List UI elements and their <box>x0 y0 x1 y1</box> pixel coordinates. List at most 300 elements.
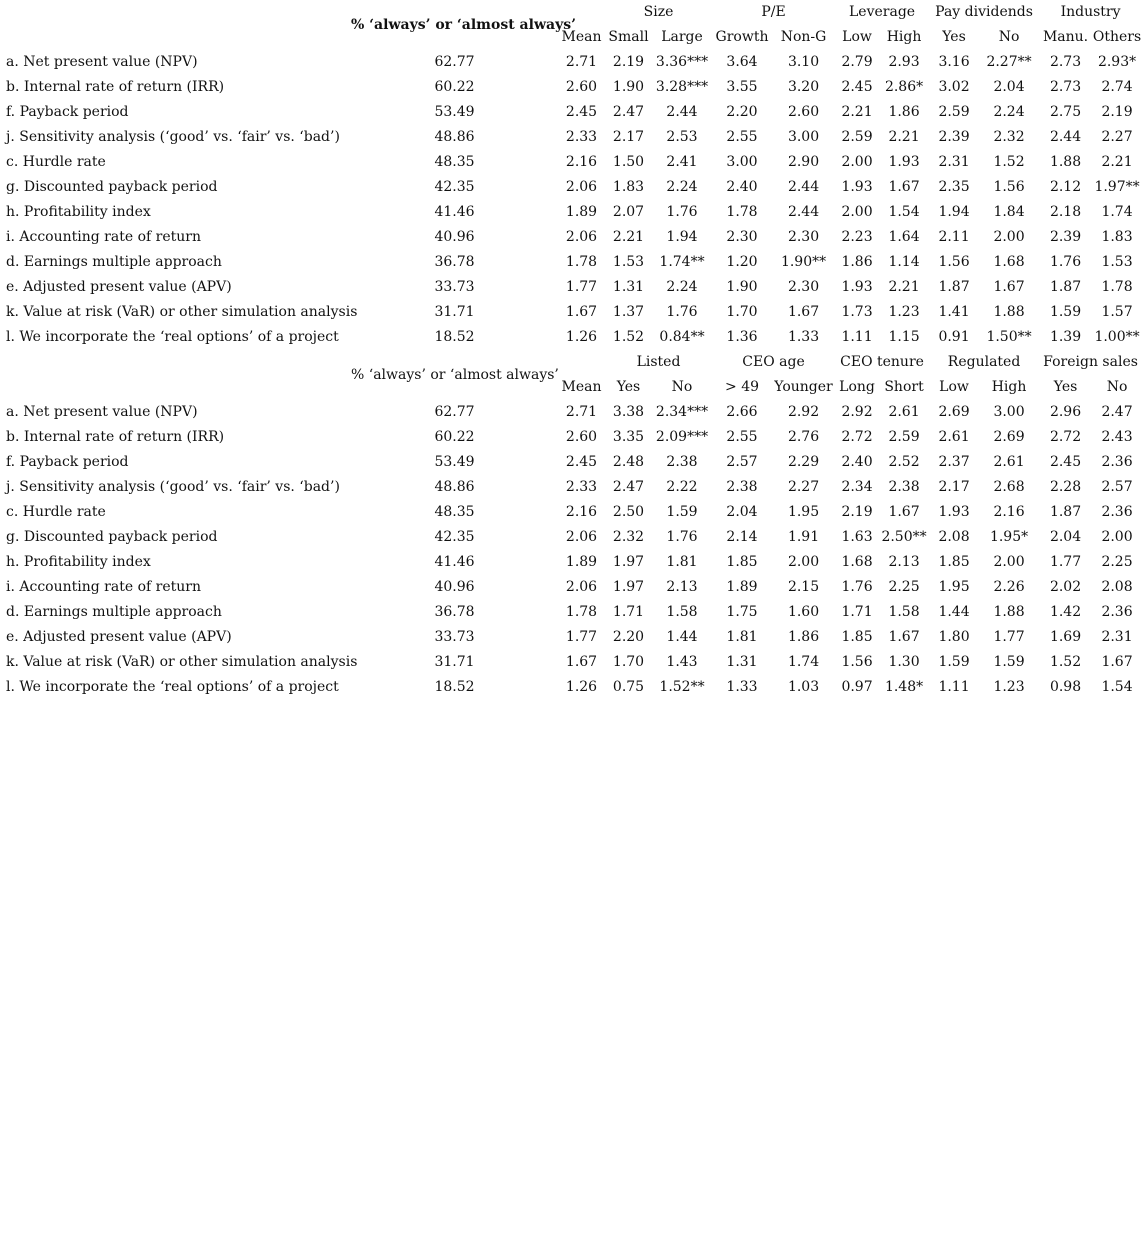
pct-cell: 48.86 <box>434 129 475 145</box>
panel1-body <box>6 50 1142 350</box>
value-cell: 1.83 <box>1101 229 1133 245</box>
value-cell: 2.61 <box>888 404 920 420</box>
mean-cell: 2.06 <box>565 229 598 245</box>
value-cell: 1.59 <box>1049 304 1082 320</box>
sub-header: No <box>671 379 693 395</box>
panel1-header <box>6 0 1142 50</box>
value-cell: 1.53 <box>612 254 645 270</box>
value-cell: 1.41 <box>938 304 970 320</box>
value-cell: 2.17 <box>612 129 645 145</box>
value-cell: 3.64 <box>726 54 758 70</box>
row-label: b. Internal rate of return (IRR) <box>6 79 225 95</box>
value-cell: 3.35 <box>612 429 645 445</box>
value-cell: 1.85 <box>841 629 873 645</box>
value-cell: 2.15 <box>787 579 820 595</box>
group-header: P/E <box>761 4 786 20</box>
table-row <box>6 650 1142 675</box>
value-cell: 3.55 <box>726 79 758 95</box>
group-header: Size <box>643 4 674 20</box>
table-row <box>6 450 1142 475</box>
value-cell: 2.53 <box>666 129 698 145</box>
table-row <box>6 425 1142 450</box>
value-cell: 1.52 <box>993 154 1025 170</box>
value-cell: 1.77 <box>993 629 1025 645</box>
pct-cell: 48.35 <box>434 154 475 170</box>
value-cell: 1.42 <box>1049 604 1082 620</box>
mean-cell: 2.71 <box>565 404 598 420</box>
value-cell: 1.70 <box>612 654 645 670</box>
mean-cell: 2.16 <box>565 504 598 520</box>
table-row <box>6 300 1142 325</box>
pct-cell: 36.78 <box>434 604 475 620</box>
value-cell: 1.30 <box>888 654 920 670</box>
mean-cell: 2.33 <box>565 129 598 145</box>
sub-header: > 49 <box>725 379 760 395</box>
value-cell: 2.00 <box>1101 529 1133 545</box>
value-cell: 1.52 <box>612 329 645 345</box>
value-cell: 2.73 <box>1049 79 1082 95</box>
value-cell: 2.75 <box>1049 104 1082 120</box>
value-cell: 1.67 <box>888 629 920 645</box>
value-cell: 1.88 <box>993 604 1025 620</box>
mean-cell: 2.06 <box>565 579 598 595</box>
value-cell: 1.91 <box>787 529 820 545</box>
value-cell: 2.07 <box>612 204 645 220</box>
value-cell: 1.71 <box>612 604 645 620</box>
pct-cell: 33.73 <box>434 279 475 295</box>
row-label: l. We incorporate the ‘real options’ of a project <box>6 329 339 345</box>
value-cell: 1.74** <box>659 254 705 270</box>
value-cell: 3.36*** <box>655 54 709 70</box>
value-cell: 2.45 <box>1049 454 1082 470</box>
table-row <box>6 575 1142 600</box>
pct-cell: 48.86 <box>434 479 475 495</box>
value-cell: 1.59 <box>938 654 970 670</box>
value-cell: 3.10 <box>787 54 820 70</box>
row-label: a. Net present value (NPV) <box>6 404 198 420</box>
value-cell: 2.19 <box>1101 104 1133 120</box>
row-label: f. Payback period <box>6 104 129 120</box>
sub-header: Yes <box>1053 379 1078 395</box>
row-label: k. Value at risk (VaR) or other simulation analysis <box>6 304 358 320</box>
mean-cell: 2.45 <box>565 104 598 120</box>
value-cell: 1.77 <box>1049 554 1082 570</box>
mean-cell: 2.06 <box>565 179 598 195</box>
pct-cell: 31.71 <box>434 654 475 670</box>
value-cell: 1.90 <box>612 79 645 95</box>
value-cell: 1.71 <box>841 604 873 620</box>
value-cell: 2.59 <box>938 104 970 120</box>
pct-header: % ‘always’ or ‘almost always’ <box>351 366 559 383</box>
value-cell: 2.93 <box>888 54 920 70</box>
row-label: i. Accounting rate of return <box>6 579 201 595</box>
value-cell: 1.57 <box>1101 304 1133 320</box>
empty-cell <box>558 350 605 375</box>
value-cell: 2.27 <box>1101 129 1133 145</box>
value-cell: 1.93 <box>938 504 970 520</box>
value-cell: 1.97** <box>1094 179 1140 195</box>
value-cell: 1.88 <box>1049 154 1082 170</box>
sub-header: No <box>998 29 1020 45</box>
value-cell: 2.00 <box>993 554 1025 570</box>
value-cell: 1.87 <box>938 279 970 295</box>
value-cell: 2.27 <box>787 479 820 495</box>
value-cell: 1.81 <box>666 554 698 570</box>
value-cell: 2.47 <box>612 479 645 495</box>
value-cell: 2.76 <box>787 429 820 445</box>
value-cell: 1.52 <box>1049 654 1082 670</box>
empty-cell <box>6 350 351 375</box>
row-label: e. Adjusted present value (APV) <box>6 279 232 295</box>
value-cell: 1.31 <box>612 279 645 295</box>
sub-header: High <box>886 29 922 45</box>
pct-cell: 40.96 <box>434 229 475 245</box>
pct-cell: 36.78 <box>434 254 475 270</box>
value-cell: 2.92 <box>841 404 873 420</box>
value-cell: 2.23 <box>841 229 873 245</box>
table-row <box>6 150 1142 175</box>
row-label: j. Sensitivity analysis (‘good’ vs. ‘fair’ vs. ‘bad’) <box>6 129 340 145</box>
value-cell: 1.67 <box>993 279 1025 295</box>
row-label: b. Internal rate of return (IRR) <box>6 429 225 445</box>
value-cell: 2.55 <box>726 429 758 445</box>
value-cell: 2.38 <box>666 454 698 470</box>
value-cell: 1.93 <box>841 179 873 195</box>
value-cell: 3.00 <box>726 154 758 170</box>
value-cell: 2.48 <box>612 454 645 470</box>
row-label: c. Hurdle rate <box>6 504 106 520</box>
mean-cell: 2.16 <box>565 154 598 170</box>
pct-cell: 53.49 <box>434 454 475 470</box>
pct-cell: 62.77 <box>434 404 475 420</box>
value-cell: 2.12 <box>1049 179 1082 195</box>
sub-header: Long <box>839 379 875 395</box>
mean-cell: 2.33 <box>565 479 598 495</box>
value-cell: 2.55 <box>726 129 758 145</box>
value-cell: 1.56 <box>938 254 970 270</box>
row-label: l. We incorporate the ‘real options’ of a project <box>6 679 339 695</box>
value-cell: 2.79 <box>841 54 873 70</box>
value-cell: 2.34*** <box>655 404 709 420</box>
value-cell: 2.25 <box>888 579 920 595</box>
pct-cell: 42.35 <box>434 529 475 545</box>
value-cell: 1.67 <box>1101 654 1133 670</box>
value-cell: 1.87 <box>1049 279 1082 295</box>
value-cell: 1.78 <box>1101 279 1133 295</box>
pct-cell: 62.77 <box>434 54 475 70</box>
value-cell: 2.21 <box>612 229 645 245</box>
capital-budgeting-table <box>6 0 1142 700</box>
value-cell: 2.11 <box>938 229 970 245</box>
value-cell: 1.67 <box>888 504 920 520</box>
value-cell: 1.54 <box>1101 679 1133 695</box>
value-cell: 1.37 <box>612 304 645 320</box>
row-label: c. Hurdle rate <box>6 154 106 170</box>
table-row <box>6 100 1142 125</box>
value-cell: 2.69 <box>993 429 1025 445</box>
value-cell: 1.74 <box>1101 204 1133 220</box>
value-cell: 2.47 <box>1101 404 1133 420</box>
value-cell: 2.59 <box>888 429 920 445</box>
value-cell: 2.02 <box>1049 579 1082 595</box>
value-cell: 2.41 <box>666 154 698 170</box>
value-cell: 1.52** <box>659 679 705 695</box>
value-cell: 2.04 <box>1049 529 1082 545</box>
value-cell: 1.68 <box>841 554 873 570</box>
value-cell: 1.56 <box>841 654 873 670</box>
value-cell: 3.20 <box>787 79 820 95</box>
pct-cell: 48.35 <box>434 504 475 520</box>
value-cell: 2.08 <box>1101 579 1133 595</box>
mean-cell: 1.67 <box>565 304 598 320</box>
value-cell: 2.04 <box>726 504 758 520</box>
value-cell: 2.29 <box>787 454 820 470</box>
value-cell: 1.23 <box>993 679 1025 695</box>
panel1-group-header-row <box>6 0 1142 25</box>
value-cell: 1.90 <box>726 279 758 295</box>
value-cell: 1.54 <box>888 204 920 220</box>
table-row <box>6 175 1142 200</box>
value-cell: 1.94 <box>666 229 698 245</box>
value-cell: 2.30 <box>726 229 758 245</box>
value-cell: 2.93* <box>1097 54 1137 70</box>
sub-header: Growth <box>715 29 769 45</box>
value-cell: 2.73 <box>1049 54 1082 70</box>
mean-cell: 2.06 <box>565 529 598 545</box>
value-cell: 3.02 <box>938 79 970 95</box>
table-row <box>6 200 1142 225</box>
value-cell: 1.69 <box>1049 629 1082 645</box>
value-cell: 3.28*** <box>655 79 709 95</box>
value-cell: 1.93 <box>841 279 873 295</box>
value-cell: 2.39 <box>938 129 970 145</box>
value-cell: 1.23 <box>888 304 920 320</box>
value-cell: 2.38 <box>888 479 920 495</box>
value-cell: 1.97 <box>612 579 645 595</box>
value-cell: 2.92 <box>787 404 820 420</box>
value-cell: 2.31 <box>1101 629 1133 645</box>
value-cell: 1.88 <box>993 304 1025 320</box>
sub-header: Low <box>842 29 872 45</box>
value-cell: 1.81 <box>726 629 758 645</box>
mean-cell: 1.78 <box>565 604 598 620</box>
sub-header: High <box>991 379 1027 395</box>
table-row <box>6 475 1142 500</box>
mean-cell: 1.77 <box>565 629 598 645</box>
value-cell: 2.00 <box>841 204 873 220</box>
value-cell: 1.78 <box>726 204 758 220</box>
value-cell: 1.76 <box>1049 254 1082 270</box>
value-cell: 2.36 <box>1101 454 1133 470</box>
value-cell: 2.25 <box>1101 554 1133 570</box>
value-cell: 2.24 <box>666 279 698 295</box>
value-cell: 2.27** <box>986 54 1032 70</box>
empty-cell <box>6 0 351 25</box>
value-cell: 2.21 <box>841 104 873 120</box>
value-cell: 2.31 <box>938 154 970 170</box>
mean-cell: 2.45 <box>565 454 598 470</box>
row-label: j. Sensitivity analysis (‘good’ vs. ‘fair’ vs. ‘bad’) <box>6 479 340 495</box>
value-cell: 2.45 <box>841 79 873 95</box>
value-cell: 1.67 <box>787 304 820 320</box>
value-cell: 2.21 <box>1101 154 1133 170</box>
value-cell: 2.24 <box>666 179 698 195</box>
value-cell: 1.44 <box>666 629 698 645</box>
value-cell: 1.73 <box>841 304 873 320</box>
value-cell: 2.32 <box>612 529 645 545</box>
table-row <box>6 525 1142 550</box>
value-cell: 2.40 <box>726 179 758 195</box>
value-cell: 2.13 <box>888 554 920 570</box>
pct-cell: 31.71 <box>434 304 475 320</box>
value-cell: 2.60 <box>787 104 820 120</box>
table-row <box>6 600 1142 625</box>
value-cell: 1.50** <box>986 329 1032 345</box>
value-cell: 2.13 <box>666 579 698 595</box>
value-cell: 1.11 <box>841 329 873 345</box>
sub-header: Yes <box>942 29 966 45</box>
pct-cell: 60.22 <box>434 429 475 445</box>
value-cell: 1.48* <box>884 679 924 695</box>
value-cell: 1.89 <box>726 579 758 595</box>
value-cell: 1.59 <box>666 504 698 520</box>
value-cell: 1.86 <box>841 254 873 270</box>
group-header: Industry <box>1060 4 1121 20</box>
value-cell: 2.61 <box>993 454 1025 470</box>
value-cell: 2.38 <box>726 479 758 495</box>
row-label: h. Profitability index <box>6 204 151 220</box>
value-cell: 2.66 <box>726 404 758 420</box>
value-cell: 2.34 <box>841 479 873 495</box>
value-cell: 2.90 <box>787 154 820 170</box>
value-cell: 1.76 <box>666 304 698 320</box>
value-cell: 2.52 <box>888 454 920 470</box>
value-cell: 3.00 <box>787 129 820 145</box>
sub-header: Yes <box>616 379 641 395</box>
mean-cell: 2.60 <box>565 79 598 95</box>
value-cell: 1.39 <box>1049 329 1082 345</box>
sub-header: Large <box>661 29 703 45</box>
mean-header: Mean <box>561 379 602 395</box>
value-cell: 1.84 <box>993 204 1025 220</box>
value-cell: 1.68 <box>993 254 1025 270</box>
value-cell: 2.50** <box>881 529 927 545</box>
mean-header: Mean <box>561 29 602 45</box>
value-cell: 2.86* <box>884 79 924 95</box>
value-cell: 2.00 <box>787 554 820 570</box>
value-cell: 0.98 <box>1049 679 1082 695</box>
value-cell: 3.16 <box>938 54 970 70</box>
pct-cell: 18.52 <box>434 329 475 345</box>
value-cell: 2.30 <box>787 279 820 295</box>
value-cell: 2.28 <box>1049 479 1082 495</box>
value-cell: 1.60 <box>787 604 820 620</box>
value-cell: 2.09*** <box>655 429 709 445</box>
pct-header: % ‘always’ or ‘almost always’ <box>351 16 576 33</box>
value-cell: 1.67 <box>888 179 920 195</box>
row-label: g. Discounted payback period <box>6 179 218 195</box>
panel2-group-header-row <box>6 350 1142 375</box>
table-row <box>6 125 1142 150</box>
value-cell: 2.59 <box>841 129 873 145</box>
value-cell: 1.70 <box>726 304 758 320</box>
value-cell: 2.08 <box>938 529 970 545</box>
value-cell: 2.30 <box>787 229 820 245</box>
value-cell: 2.57 <box>726 454 758 470</box>
value-cell: 1.76 <box>666 204 698 220</box>
value-cell: 1.75 <box>726 604 758 620</box>
value-cell: 2.00 <box>841 154 873 170</box>
value-cell: 2.32 <box>993 129 1025 145</box>
value-cell: 2.37 <box>938 454 970 470</box>
pct-cell: 42.35 <box>434 179 475 195</box>
value-cell: 1.95* <box>989 529 1029 545</box>
table-row <box>6 550 1142 575</box>
value-cell: 3.38 <box>612 404 645 420</box>
value-cell: 1.80 <box>938 629 970 645</box>
value-cell: 1.56 <box>993 179 1025 195</box>
value-cell: 2.96 <box>1049 404 1082 420</box>
value-cell: 1.95 <box>787 504 820 520</box>
value-cell: 1.44 <box>938 604 970 620</box>
value-cell: 2.21 <box>888 279 920 295</box>
value-cell: 2.57 <box>1101 479 1133 495</box>
row-label: g. Discounted payback period <box>6 529 218 545</box>
value-cell: 1.58 <box>888 604 920 620</box>
value-cell: 2.21 <box>888 129 920 145</box>
row-label: d. Earnings multiple approach <box>6 604 222 620</box>
mean-cell: 1.77 <box>565 279 598 295</box>
value-cell: 1.76 <box>666 529 698 545</box>
group-header: Regulated <box>947 354 1021 370</box>
value-cell: 2.74 <box>1101 79 1133 95</box>
value-cell: 1.83 <box>612 179 645 195</box>
value-cell: 2.18 <box>1049 204 1082 220</box>
value-cell: 2.69 <box>938 404 970 420</box>
value-cell: 1.76 <box>841 579 873 595</box>
value-cell: 2.72 <box>841 429 873 445</box>
mean-cell: 2.71 <box>565 54 598 70</box>
value-cell: 1.94 <box>938 204 970 220</box>
group-header: Pay dividends <box>935 4 1033 20</box>
value-cell: 2.14 <box>726 529 758 545</box>
row-label: h. Profitability index <box>6 554 151 570</box>
value-cell: 2.44 <box>787 204 820 220</box>
sub-header: No <box>1106 379 1128 395</box>
value-cell: 2.26 <box>993 579 1025 595</box>
value-cell: 2.36 <box>1101 504 1133 520</box>
pct-cell: 33.73 <box>434 629 475 645</box>
sub-header: Small <box>608 29 649 45</box>
value-cell: 2.22 <box>666 479 698 495</box>
value-cell: 2.44 <box>787 179 820 195</box>
row-label: a. Net present value (NPV) <box>6 54 198 70</box>
value-cell: 1.85 <box>726 554 758 570</box>
value-cell: 1.31 <box>726 654 758 670</box>
row-label: d. Earnings multiple approach <box>6 254 222 270</box>
mean-cell: 1.26 <box>565 329 598 345</box>
value-cell: 1.58 <box>666 604 698 620</box>
value-cell: 2.24 <box>993 104 1025 120</box>
pct-cell: 40.96 <box>434 579 475 595</box>
value-cell: 1.14 <box>888 254 920 270</box>
panel2-subheader-row <box>6 375 1142 400</box>
value-cell: 2.19 <box>841 504 873 520</box>
value-cell: 1.00** <box>1094 329 1140 345</box>
value-cell: 0.84** <box>659 329 705 345</box>
value-cell: 1.86 <box>888 104 920 120</box>
mean-cell: 1.26 <box>565 679 598 695</box>
